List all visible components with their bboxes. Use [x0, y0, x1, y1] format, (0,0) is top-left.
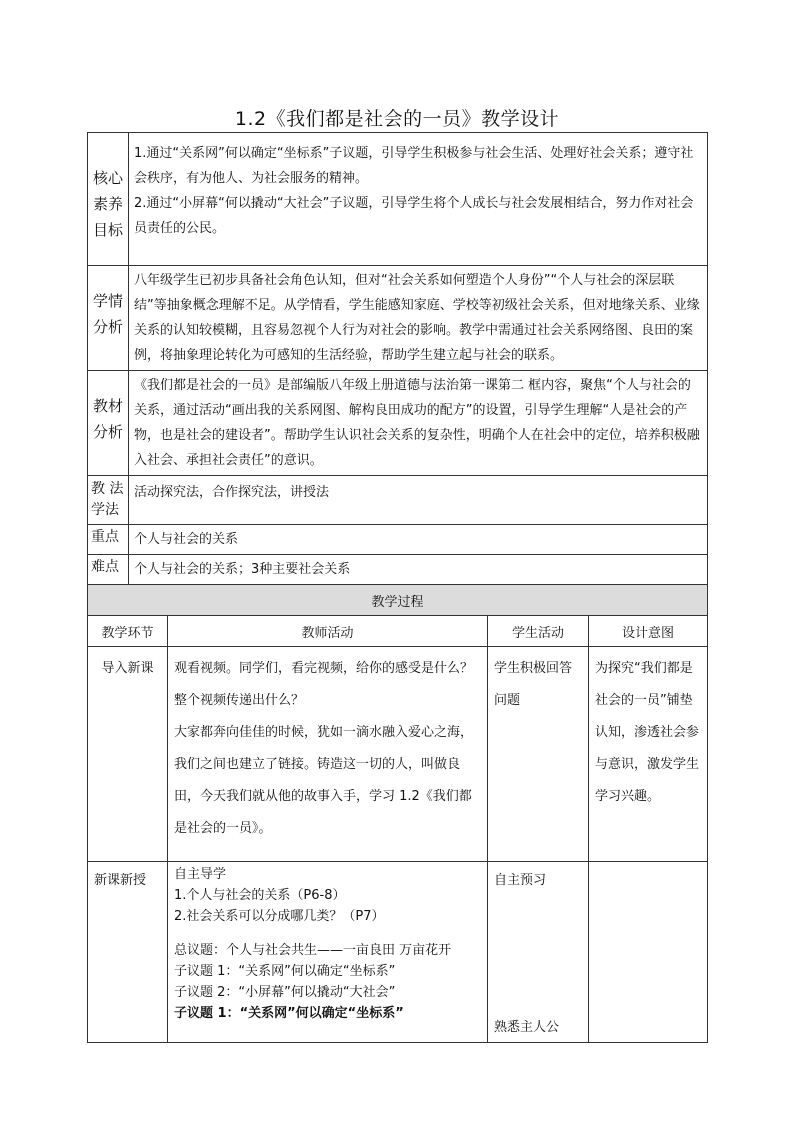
difficulty-text: 个人与社会的关系；3种主要社会关系 — [129, 555, 708, 585]
intro-stage: 导入新课 — [88, 647, 168, 862]
method-label: 教 法 学法 — [88, 476, 129, 525]
difficulty-row — [88, 555, 708, 585]
intro-row — [88, 647, 708, 862]
core-goals-row — [88, 133, 708, 266]
textbook-analysis-text: 《我们都是社会的一员》是部编版八年级上册道德与法治第一课第二 框内容，聚焦“个人与社会的关系，通过活动“画出我的关系网图、解构良田成功的配方”的设置，引导学生理解“人是社会的产物，也是社会的建设者”。帮助学生认识社会关系的复杂性，明确个人在社会中的定位，培养积极融入社会、承担社会责任”的意识。 — [129, 371, 708, 476]
key-point-text: 个人与社会的关系 — [129, 525, 708, 555]
col-stage: 教学环节 — [88, 616, 168, 647]
method-text: 活动探究法，合作探究法，讲授法 — [129, 476, 708, 525]
learner-analysis-label: 学情 分析 — [88, 266, 129, 371]
intro-teacher: 观看视频。同学们，看完视频，给你的感受是什么？整个视频传递出什么？ 大家都奔向佳佳的时候，犹如一滴水融入爱心之海，我们之间也建立了链接。铸造这一切的人，叫做良田，今天我们就从他的故事入手，学习 1.2《我们都是社会的一员》。 — [168, 647, 488, 862]
col-student: 学生活动 — [488, 616, 589, 647]
intro-student: 学生积极回答问题 — [488, 647, 589, 862]
process-header: 教学过程 — [88, 585, 708, 616]
lesson-plan-table — [87, 132, 708, 1043]
intro-intent: 为探究“我们都是社会的一员”铺垫认知，渗透社会参与意识，激发学生学习兴趣。 — [589, 647, 708, 862]
new-intent — [589, 862, 708, 1043]
process-columns-row — [88, 616, 708, 647]
difficulty-label: 难点 — [88, 555, 129, 585]
textbook-analysis-row — [88, 371, 708, 476]
new-teacher: 自主导学 1.个人与社会的关系（P6-8） 2.社会关系可以分成哪几类？（P7） 总议题：个人与社会共生——一亩良田 万亩花开 子议题 1：“关系网”何以确定“坐标系” 子议题 2：“小屏幕”何以撬动“大社会” 子议题 1：“关系网”何以确定“坐标系” — [168, 862, 488, 1043]
core-goal-1: 1.通过“关系网”何以确定“坐标系”子议题，引导学生积极参与社会生活、处理好社会关系；遵守社会秩序，有为他人、为社会服务的精神。 — [134, 146, 694, 186]
new-lesson-row — [88, 862, 708, 1043]
core-goals-content — [129, 133, 708, 266]
core-goals-label: 核心 素养 目标 — [88, 133, 129, 266]
new-stage: 新课新授 — [88, 862, 168, 1043]
key-point-row — [88, 525, 708, 555]
textbook-analysis-label: 教材 分析 — [88, 371, 129, 476]
new-student: 自主预习 熟悉主人公 — [488, 862, 589, 1043]
key-point-label: 重点 — [88, 525, 129, 555]
core-goal-2: 2.通过“小屏幕“何以撬动“大社会”子议题，引导学生将个人成长与社会发展相结合，努力作对社会员责任的公民。 — [134, 196, 694, 236]
learner-analysis-text: 八年级学生已初步具备社会角色认知，但对“社会关系如何塑造个人身份”“个人与社会的深层联结”等抽象概念理解不足。从学情看，学生能感知家庭、学校等初级社会关系，但对地缘关系、业缘关系的认知较模糊，且容易忽视个人行为对社会的影响。教学中需通过社会关系网络图、良田的案例，将抽象理论转化为可感知的生活经验，帮助学生建立起与社会的联系。 — [129, 266, 708, 371]
col-teacher: 教师活动 — [168, 616, 488, 647]
learner-analysis-row — [88, 266, 708, 371]
page-title: 1.2《我们都是社会的一员》教学设计 — [234, 108, 560, 130]
method-row — [88, 476, 708, 525]
col-intent: 设计意图 — [589, 616, 708, 647]
process-header-row — [88, 585, 708, 616]
